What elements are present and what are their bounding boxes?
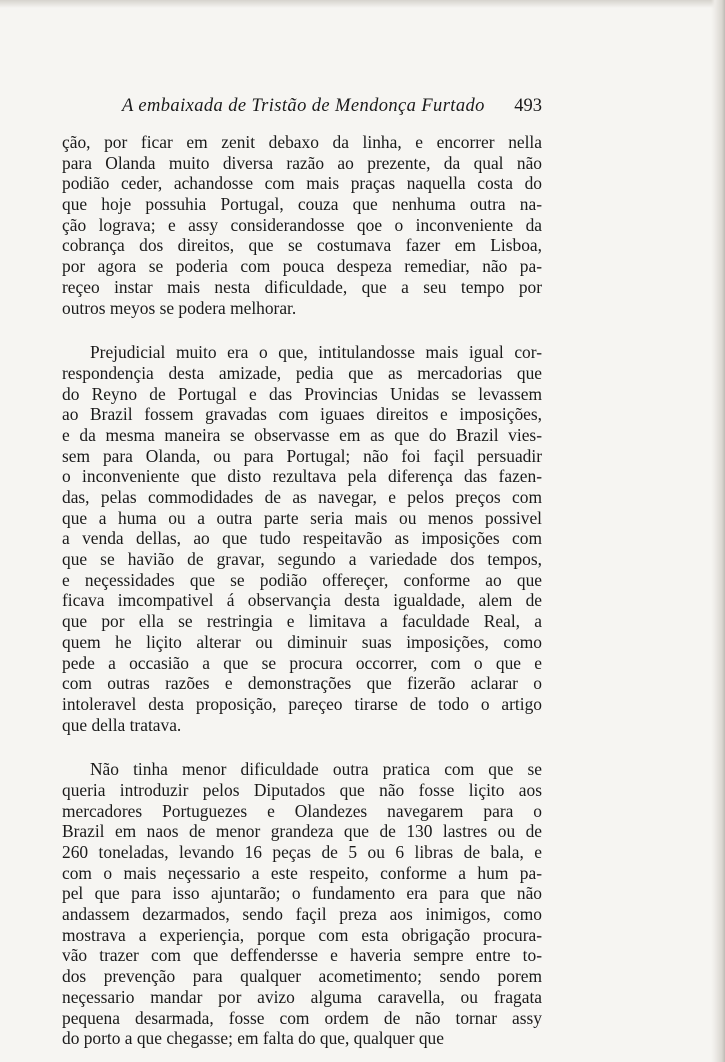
text-line: sem para Olanda, ou para Portugal; não foi façil persuadir	[62, 445, 542, 466]
text-line: do porto a que chegasse; em falta do que, qualquer que	[62, 1028, 444, 1049]
text-line: que hoje possuhia Portugal, couza que nenhuma outra na-	[62, 194, 542, 215]
running-title: A embaixada de Tristão de Mendonça Furtado	[122, 96, 485, 116]
text-line: outros meyos se podera melhorar.	[62, 297, 297, 318]
text-line: ficava imcompativel á observançia desta igualdade, alem de	[62, 590, 542, 611]
text-line: que por ella se restringia e limitava a faculdade Real, a	[62, 611, 542, 632]
text-line: ção, por ficar em zenit debaxo da linha, e encorrer nella	[62, 132, 542, 152]
text-line: e neçessidades que se podião offereçer, conforme ao que	[62, 569, 542, 590]
text-line: das, pelas commodidades de as navegar, e pelos preços com	[62, 487, 542, 507]
paragraph-gap	[62, 735, 542, 759]
text-line: pel que para isso ajuntarão; o fundamento era para que não	[62, 883, 542, 904]
text-line: mercadores Portuguezes e Olandezes navegarem para o	[62, 800, 542, 821]
text-line: 260 toneladas, levando 16 peças de 5 ou 6 libras de bala, e	[62, 842, 542, 862]
text-line: ção lograva; e assy considerandosse qoe o inconveniente da	[62, 214, 542, 235]
text-line: e da mesma maneira se observasse em as que do Brazil vies-	[62, 424, 542, 445]
text-line: vão trazer com que deffendersse e haveria sempre entre to-	[62, 945, 542, 966]
text-line: podião ceder, achandosse com mais praças naquella costa do	[62, 173, 542, 194]
text-line: Não tinha menor dificuldade outra pratica com que se	[90, 759, 542, 780]
text-line: mostrava a experiençia, porque com esta obrigação procura-	[62, 924, 542, 945]
text-line: o inconveniente que disto rezultava pela diferença das fazen-	[62, 466, 542, 487]
text-line: cobrança dos direitos, que se costumava fazer em Lisboa,	[62, 235, 542, 256]
text-line: quem he liçito alterar ou diminuir suas imposições, como	[62, 631, 542, 652]
text-line: Prejudicial muito era o que, intitulandosse mais igual cor-	[90, 342, 542, 363]
text-line: respondençia desta amizade, pedia que as mercadorias que	[62, 362, 542, 383]
text-line: com o mais neçessario a este respeito, conforme a hum pa-	[62, 862, 542, 883]
text-line: ao Brazil fossem gravadas com iguaes direitos e imposições,	[62, 404, 542, 425]
text-line: por agora se poderia com pouca despeza remediar, não pa-	[62, 256, 542, 277]
text-line: que a huma ou a outra parte seria mais ou menos possivel	[62, 507, 542, 528]
body-text	[62, 132, 542, 1049]
text-line: a venda dellas, ao que tudo respeitavão as imposições com	[62, 528, 542, 549]
text-line: neçessario mandar por avizo alguma caravella, ou fragata	[62, 986, 542, 1007]
page-top-edge	[0, 0, 725, 8]
page-header	[122, 96, 542, 117]
text-line: queria introduzir pelos Diputados que não fosse liçito aos	[62, 779, 542, 800]
text-line: para Olanda muito diversa razão ao prezente, da qual não	[62, 152, 542, 173]
text-line: com outras razões e demonstrações que fizerão aclarar o	[62, 673, 542, 694]
text-line: que della tratava.	[62, 714, 182, 735]
paragraph-2	[62, 342, 542, 735]
text-line: reçeo instar mais nesta dificuldade, que a seu tempo por	[62, 276, 542, 297]
text-line: Brazil em naos de menor grandeza que de 130 lastres ou de	[62, 821, 542, 842]
text-line: andassem dezarmados, sendo façil preza aos inimigos, como	[62, 904, 542, 925]
text-line: do Reyno de Portugal e das Provincias Unidas se levassem	[62, 383, 542, 404]
paragraph-3	[62, 759, 542, 1049]
text-line: pequena desarmada, fosse com ordem de não tornar assy	[62, 1007, 542, 1028]
paragraph-1	[62, 132, 542, 318]
page-right-edge	[711, 0, 725, 1062]
text-line: pede a occasião a que se procura occorrer, com o que e	[62, 652, 542, 673]
page-number: 493	[514, 96, 542, 116]
text-line: que se havião de gravar, segundo a variedade dos tempos,	[62, 549, 542, 570]
text-line: dos prevenção para qualquer acometimento; sendo porem	[62, 966, 542, 987]
text-line: intoleravel desta proposição, pareçeo tirarse de todo o artigo	[62, 693, 542, 714]
paragraph-gap	[62, 318, 542, 342]
